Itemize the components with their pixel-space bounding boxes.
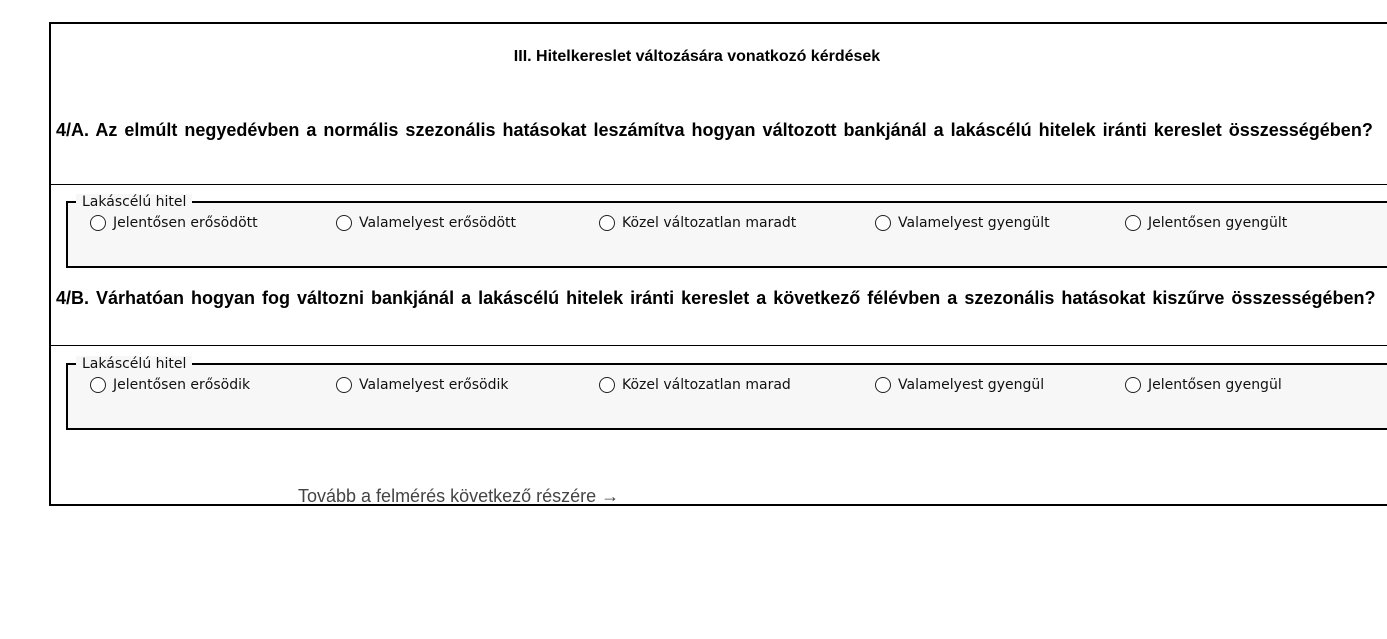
- radio-group-legend: Lakáscélú hitel: [76, 356, 192, 372]
- radio-button[interactable]: [599, 377, 615, 393]
- radio-button[interactable]: [336, 377, 352, 393]
- question-4b-text: 4/B. Várhatóan hogyan fog változni bankjánál a lakáscélú hitelek iránti kereslet a következő félévben a szezonális hatásokat kiszűrve összességében?: [56, 288, 1376, 308]
- option-label: Valamelyest gyengül: [898, 377, 1045, 393]
- option-4b-5[interactable]: [1125, 377, 1282, 393]
- option-label: Jelentősen gyengült: [1148, 215, 1288, 231]
- option-4a-5[interactable]: [1125, 215, 1287, 231]
- option-label: Jelentősen gyengül: [1148, 377, 1282, 393]
- continue-link[interactable]: Tovább a felmérés következő részére →: [298, 486, 620, 506]
- option-4a-3[interactable]: [599, 215, 796, 231]
- option-label: Valamelyest erősödött: [359, 215, 517, 231]
- section-title: III. Hitelkereslet változására vonatkozó kérdések: [513, 48, 881, 65]
- option-label: Közel változatlan marad: [622, 377, 791, 393]
- question-4b-radio-group: [66, 356, 1387, 430]
- radio-button[interactable]: [90, 377, 106, 393]
- option-4b-4[interactable]: [875, 377, 1044, 393]
- option-4b-2[interactable]: [336, 377, 509, 393]
- radio-button[interactable]: [875, 215, 891, 231]
- option-label: Valamelyest erősödik: [359, 377, 509, 393]
- option-4a-2[interactable]: [336, 215, 516, 231]
- option-4b-1[interactable]: [90, 377, 250, 393]
- option-4b-3[interactable]: [599, 377, 791, 393]
- option-label: Közel változatlan maradt: [622, 215, 797, 231]
- option-4a-1[interactable]: [90, 215, 258, 231]
- radio-group-legend: Lakáscélú hitel: [76, 194, 192, 210]
- radio-button[interactable]: [1125, 377, 1141, 393]
- question-4a-radio-group: [66, 194, 1387, 268]
- divider: [51, 184, 1387, 185]
- divider: [51, 345, 1387, 346]
- radio-button[interactable]: [875, 377, 891, 393]
- option-label: Valamelyest gyengült: [898, 215, 1050, 231]
- survey-form: [49, 22, 1387, 506]
- radio-button[interactable]: [599, 215, 615, 231]
- question-4a-text: 4/A. Az elmúlt negyedévben a normális szezonális hatásokat leszámítva hogyan változott bankjánál a lakáscélú hitelek iránti kereslet összességében?: [56, 120, 1373, 140]
- radio-button[interactable]: [90, 215, 106, 231]
- radio-button[interactable]: [1125, 215, 1141, 231]
- radio-button[interactable]: [336, 215, 352, 231]
- option-4a-4[interactable]: [875, 215, 1050, 231]
- option-label: Jelentősen erősödik: [113, 377, 251, 393]
- option-label: Jelentősen erősödött: [113, 215, 258, 231]
